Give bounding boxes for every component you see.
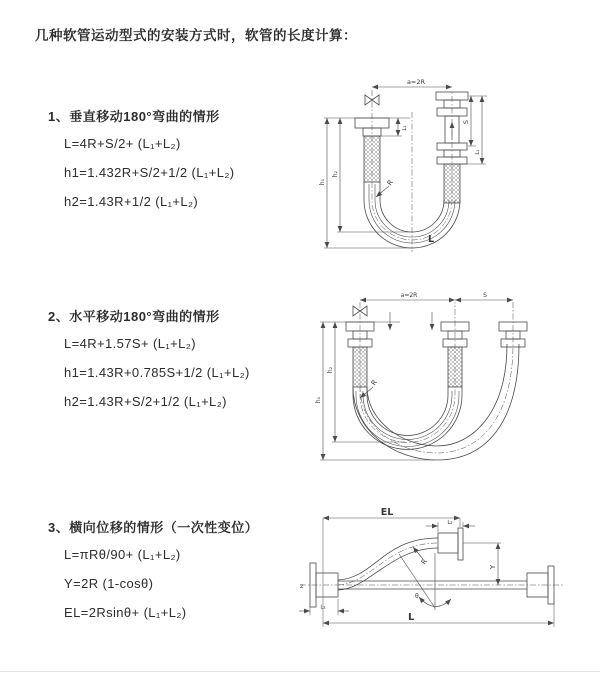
d3-label-z-mark: z — [300, 582, 304, 590]
d3-label-l: L — [408, 612, 415, 623]
d2-label-r: R — [369, 378, 380, 388]
d3-label-l2: L₂ — [447, 520, 453, 526]
d1-label-s: S — [462, 119, 470, 125]
radius-leader — [376, 186, 389, 197]
d2-label-a2r: a=2R — [400, 292, 418, 299]
d1-label-l: L — [428, 234, 435, 245]
section-3-formula-Y: Y=2R (1-cosθ) — [64, 576, 154, 591]
d2-label-h2: h₂ — [327, 366, 334, 374]
d3-label-y: Y — [489, 564, 497, 570]
d1-label-r: R — [385, 178, 396, 188]
middle-pipe-fitting — [441, 322, 469, 387]
d1-label-h2: h₂ — [332, 170, 339, 178]
section-3-formula-EL: EL=2Rsinθ+ (L₁+L₂) — [64, 605, 187, 620]
section-2-formula-h1: h1=1.43R+0.785S+1/2 (L₁+L₂) — [64, 365, 250, 380]
d1-label-h1: h₁ — [319, 178, 326, 186]
diagram-lateral-displacement — [295, 505, 600, 655]
d1-label-a2r: a=2R — [406, 78, 426, 86]
d3-label-el: EL — [380, 507, 394, 518]
section-1-formula-h2: h2=1.43R+1/2 (L₁+L₂) — [64, 194, 199, 209]
d3-label-r: R — [419, 557, 430, 567]
section-2-formula-L: L=4R+1.57S+ (L₁+L₂) — [64, 336, 196, 351]
radius-leader — [413, 547, 423, 559]
section-3-heading: 3、横向位移的情形（一次性变位） — [48, 520, 259, 535]
d3-label-theta: θ — [415, 593, 419, 600]
section-1-heading: 1、垂直移动180°弯曲的情形 — [48, 109, 220, 124]
radius-leader — [360, 387, 373, 398]
u-hose-moved — [353, 344, 519, 460]
section-2 — [48, 306, 318, 426]
d2-label-h1: h₁ — [315, 396, 322, 404]
d3-label-l1: L₁ — [320, 604, 326, 611]
section-1 — [48, 106, 318, 226]
section-1-formula-h1: h1=1.432R+S/2+1/2 (L₁+L₂) — [64, 165, 235, 180]
section-2-heading: 2、水平移动180°弯曲的情形 — [48, 309, 220, 324]
d1-label-l1-right: L₁ — [475, 149, 481, 155]
page-title: 几种软管运动型式的安装方式时，软管的长度计算： — [35, 28, 357, 43]
section-3 — [48, 517, 318, 637]
d1-label-l1-left: L₁ — [402, 125, 408, 131]
d2-label-s: S — [483, 292, 487, 299]
section-2-formula-h2: h2=1.43R+S/2+1/2 (L₁+L₂) — [64, 394, 227, 409]
section-1-formula-L: L=4R+S/2+ (L₁+L₂) — [64, 136, 181, 151]
hose-centerline-moved — [360, 302, 513, 453]
diagram-horizontal-180-bend — [305, 282, 600, 467]
displaced-end-fitting — [438, 528, 463, 560]
section-3-formula-L: L=πRθ/90+ (L₁+L₂) — [64, 547, 181, 562]
page-bottom-edge — [0, 671, 600, 672]
diagram-vertical-180-bend — [310, 70, 600, 260]
left-pipe-fitting — [346, 322, 374, 387]
